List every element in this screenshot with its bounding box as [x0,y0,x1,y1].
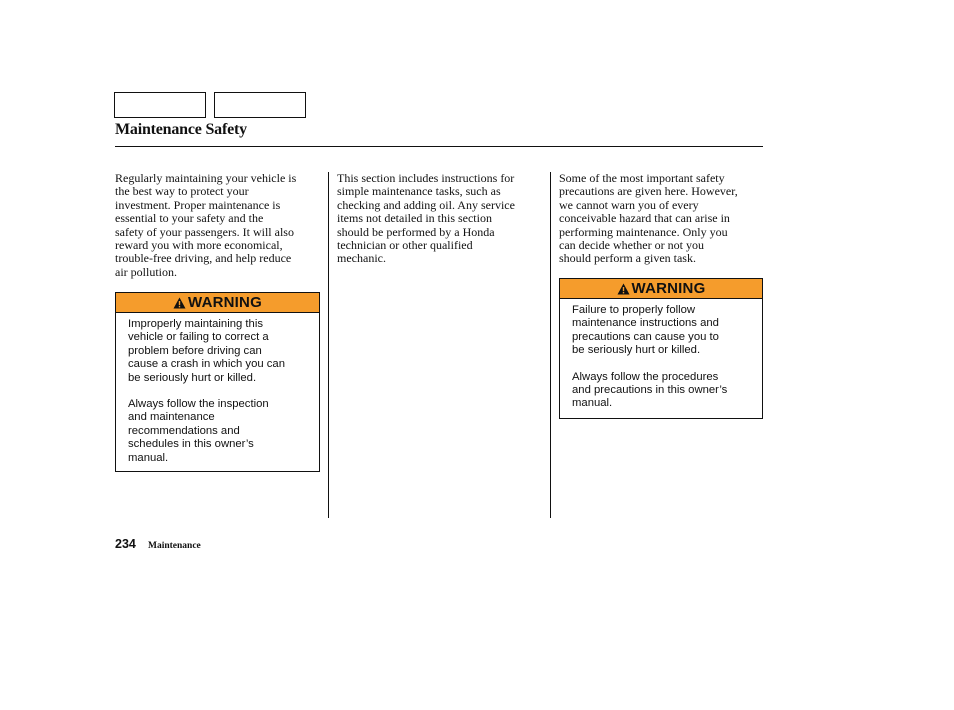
warning-triangle-icon [617,283,630,295]
column-1-text: Regularly maintaining your vehicle is the best way to protect your investment. Proper maintenance is essential to your safety and the safety of your passengers. It will also reward you with more economical, trouble-free driving, and help reduce air pollution. [115,171,297,279]
warning-paragraph: Always follow the procedures and precautions in this owner’s manual. [572,370,728,410]
warning-body [116,313,319,465]
warning-label: WARNING [188,294,262,311]
nav-tab-right[interactable] [214,92,306,118]
column-1 [115,172,321,279]
title-rule [115,146,763,147]
warning-body [560,299,762,411]
warning-header [116,293,319,313]
column-3 [559,172,765,266]
warning-paragraph: Always follow the inspection and maintenance recommendations and schedules in this owner’s manual. [128,398,269,464]
column-2-text: This section includes instructions for simple maintenance tasks, such as checking and adding oil. Any service items not detailed in this section should be performed by a Honda technician or other qualified mechanic. [337,171,515,266]
footer-section-name: Maintenance [148,541,201,551]
warning-box-1 [115,292,320,472]
warning-box-2 [559,278,763,419]
warning-triangle-icon [173,297,186,309]
warning-header [560,279,762,299]
column-2 [337,172,543,266]
column-divider-1 [328,172,329,518]
page-title: Maintenance Safety [115,121,247,138]
page-number: 234 [115,537,136,551]
nav-tab-left[interactable] [114,92,206,118]
warning-label: WARNING [631,280,706,297]
warning-paragraph: Improperly maintaining this vehicle or failing to correct a problem before driving can cause a crash in which you can be seriously hurt or killed. [128,318,285,384]
column-3-text: Some of the most important safety precautions are given here. However, we cannot warn you of every conceivable hazard that can arise in performing maintenance. Only you can decide whether or not you should perform a given task. [559,171,738,266]
column-divider-2 [550,172,551,518]
warning-paragraph: Failure to properly follow maintenance instructions and precautions can cause you to be seriously hurt or killed. [572,304,719,357]
